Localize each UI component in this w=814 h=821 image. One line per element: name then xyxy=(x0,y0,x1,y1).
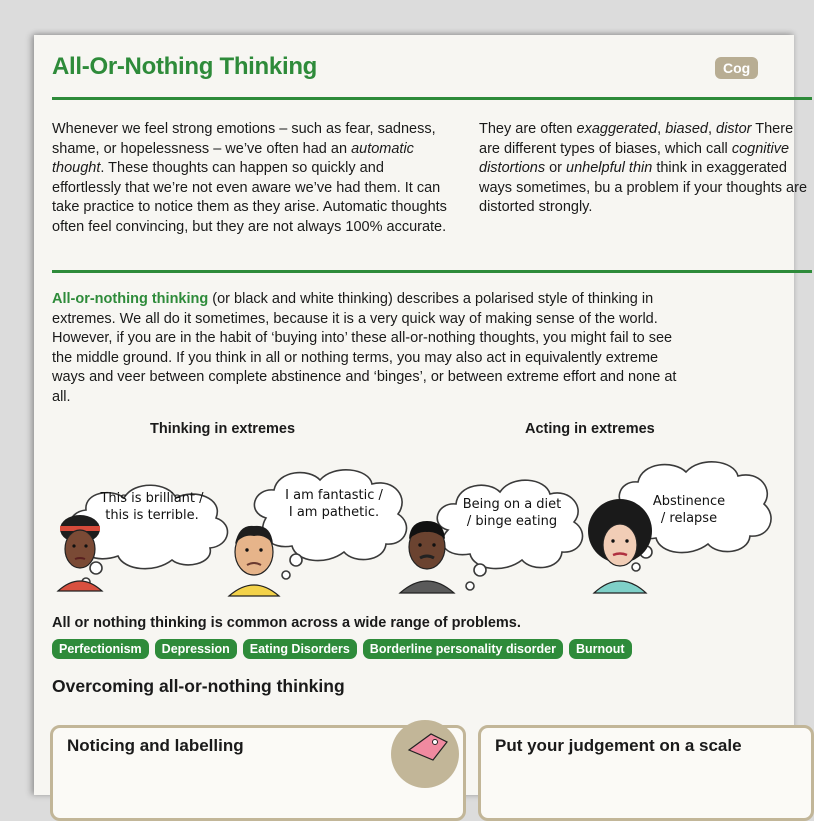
overcoming-heading: Overcoming all-or-nothing thinking xyxy=(52,676,345,696)
chip-burnout[interactable]: Burnout xyxy=(569,639,632,659)
page-title: All-Or-Nothing Thinking xyxy=(52,53,318,80)
intro-left-run-2: . These thoughts can happen so quickly and effortlessly that we’re not even aware we’ve had them. It can take practice to notice them as they arise. Automatic thoughts often feel convincing, but they are not always 100% accurate. xyxy=(52,160,447,235)
thought-2-line2: I am pathetic. xyxy=(288,505,380,520)
chip-eating-disorders[interactable]: Eating Disorders xyxy=(243,639,357,659)
thought-3-line1: Being on a diet xyxy=(462,497,562,512)
label-tag-icon xyxy=(391,720,459,760)
intro-left-run-0: Whenever we feel strong emotions – such as fear, sadness, shame, or hopelessness – we’ve often had an xyxy=(52,121,436,157)
intro-right-run-8: or xyxy=(545,160,567,176)
woman-face-icon xyxy=(52,513,108,591)
definition-body: (or black and white thinking) describes a polarised style of thinking in extremes. We all do it sometimes, because it is a very quick way of making sense of the world. However, if you are in the habit of ‘buying into’ these all-or-nothing thoughts, you might fail to see the middle ground. If you think in all or nothing terms, you may also act in equivalently extreme ways and veer between complete abstinence and ‘binges’, or between extreme effort and none at all. xyxy=(52,291,677,405)
thought-3 xyxy=(452,496,572,530)
noticing-labelling-card xyxy=(50,725,466,821)
title-divider xyxy=(52,97,812,100)
intro-right-run-4: , xyxy=(707,121,717,137)
thought-1-line1: This is brilliant / xyxy=(100,491,204,506)
problems-heading: All or nothing thinking is common across a wide range of problems. xyxy=(52,615,521,631)
problem-chips xyxy=(52,639,632,659)
thinking-heading: Thinking in extremes xyxy=(150,421,296,437)
intro-left-paragraph xyxy=(52,120,452,237)
man-face-icon xyxy=(221,518,287,596)
card-title-noticing: Noticing and labelling xyxy=(67,736,244,755)
thought-4-line2: / relapse xyxy=(660,511,718,526)
thought-1 xyxy=(92,490,212,524)
card-title-scale: Put your judgement on a scale xyxy=(495,736,742,755)
thought-1-line2: this is terrible. xyxy=(105,508,199,523)
intro-right-run-9: unhelpful thin xyxy=(566,160,653,176)
worksheet-page xyxy=(34,35,808,795)
definition-term: All-or-nothing thinking xyxy=(52,291,209,307)
acting-heading: Acting in extremes xyxy=(525,421,655,437)
intro-right-run-0: They are often xyxy=(479,121,577,137)
intro-right-run-7: cognitive distortions xyxy=(479,140,790,176)
category-tag: Cog xyxy=(715,57,758,79)
chip-perfectionism[interactable]: Perfectionism xyxy=(52,639,149,659)
thought-2 xyxy=(274,487,394,521)
intro-right-paragraph xyxy=(479,120,809,218)
section-divider xyxy=(52,270,812,273)
definition-paragraph xyxy=(52,290,692,407)
thought-2-line1: I am fantastic / xyxy=(285,488,383,503)
judgement-scale-card xyxy=(478,725,814,821)
intro-right-run-10: think in exaggerated ways sometimes, bu a problem if your thoughts are distorted strongly. xyxy=(479,160,808,215)
thought-4-line1: Abstinence xyxy=(652,494,726,509)
young-man-face-icon xyxy=(396,513,458,593)
intro-right-run-5: distor xyxy=(716,121,752,137)
intro-right-run-1: exaggerated xyxy=(576,121,658,137)
intro-left-run-1: automatic thought xyxy=(52,140,414,176)
chip-depression[interactable]: Depression xyxy=(155,639,237,659)
intro-right-run-3: biased xyxy=(665,121,708,137)
curly-hair-woman-face-icon xyxy=(584,495,656,593)
chip-borderline-personality-disorder[interactable]: Borderline personality disorder xyxy=(363,639,563,659)
intro-right-run-2: , xyxy=(657,121,666,137)
intro-right-run-6: There are different types of biases, which call xyxy=(479,121,794,157)
thought-3-line2: / binge eating xyxy=(466,514,558,529)
